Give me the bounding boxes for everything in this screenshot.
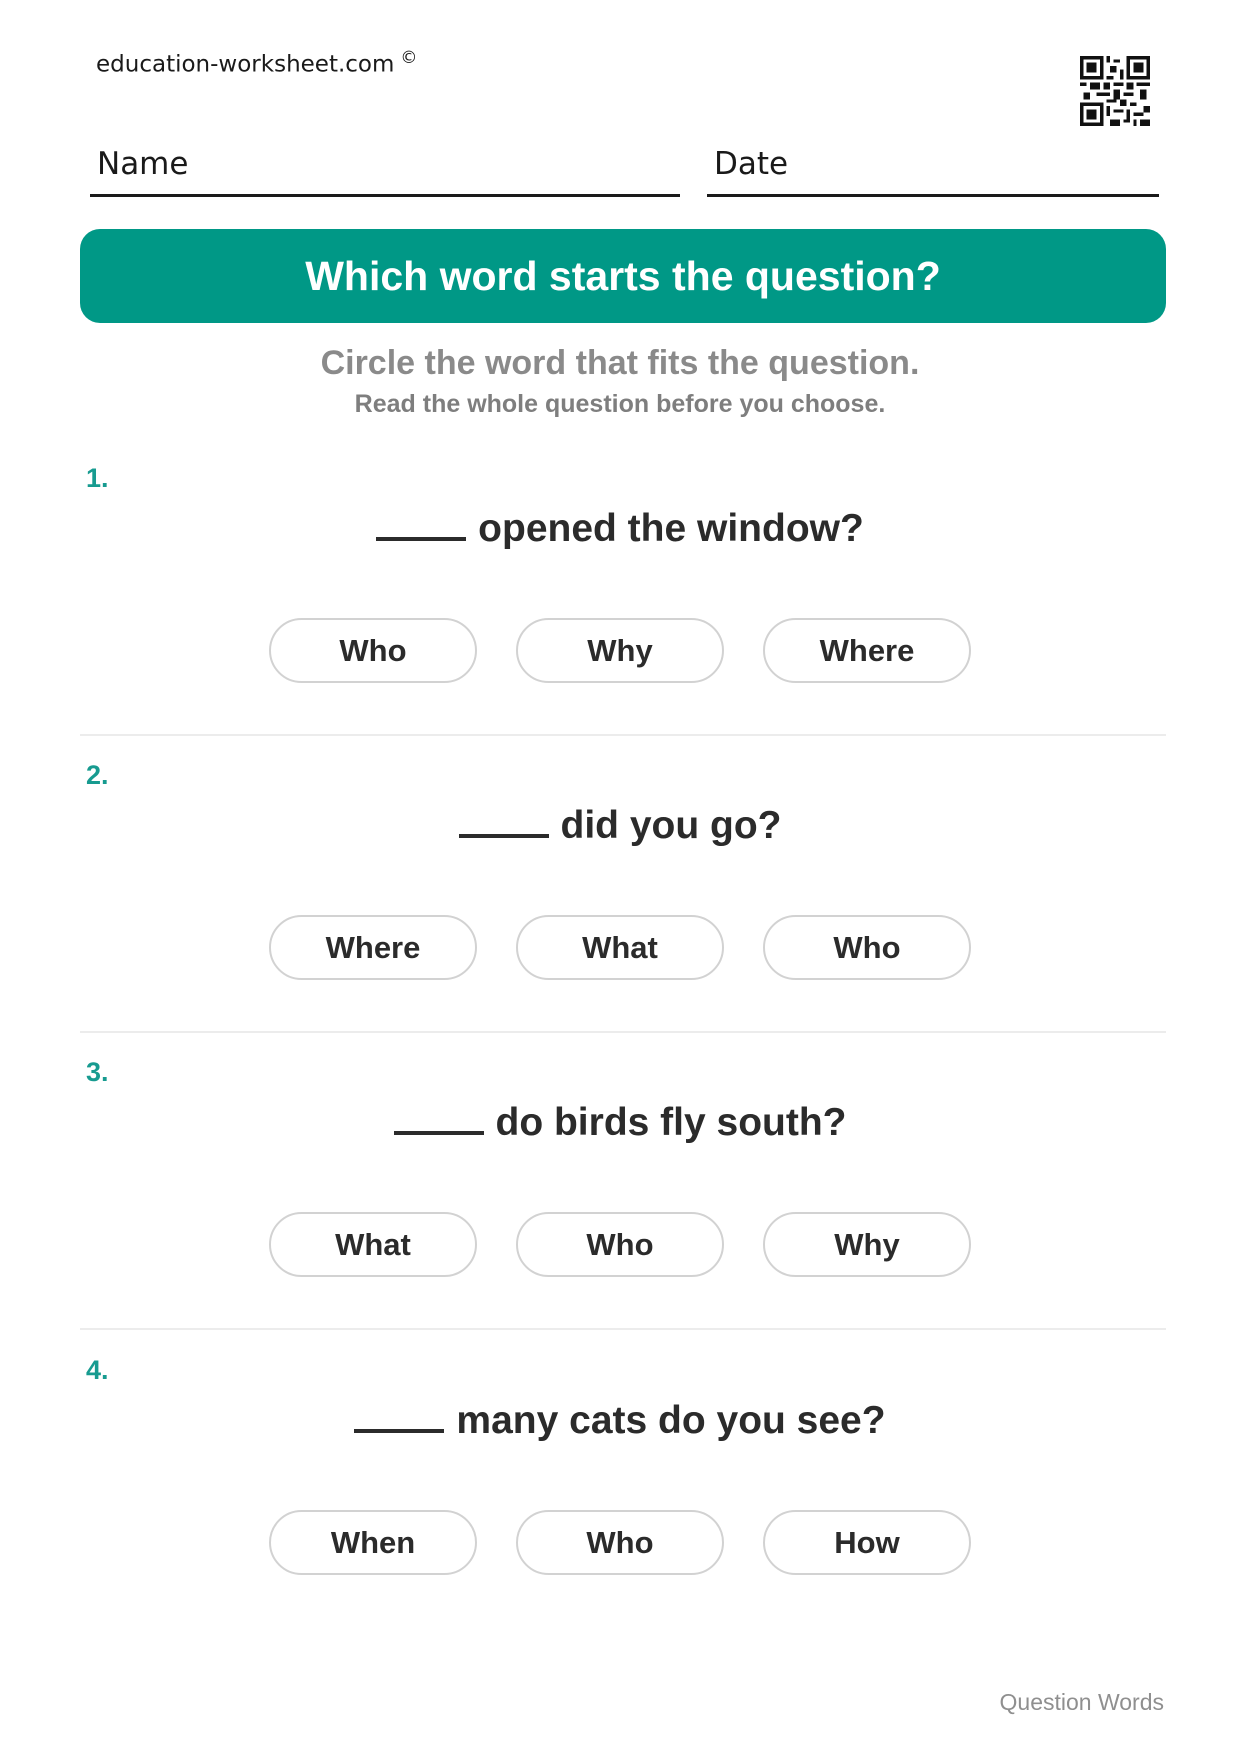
- choice-button[interactable]: Who: [269, 618, 477, 683]
- question-text: [0, 1097, 1240, 1145]
- question-number: 4.: [86, 1355, 109, 1385]
- question-item: [0, 760, 1240, 1060]
- question-divider: [80, 1031, 1166, 1033]
- answer-blank: [459, 800, 549, 838]
- choice-button[interactable]: What: [269, 1212, 477, 1277]
- question-item: [0, 1355, 1240, 1655]
- date-field[interactable]: [707, 138, 1159, 197]
- question-sentence: did you go?: [560, 804, 782, 847]
- question-number: 1.: [86, 463, 109, 493]
- choice-button[interactable]: Why: [516, 618, 724, 683]
- answer-blank: [376, 503, 466, 541]
- qr-code-icon: [1080, 56, 1150, 126]
- name-field[interactable]: [90, 138, 680, 197]
- question-item: [0, 1057, 1240, 1357]
- question-text: [0, 800, 1240, 848]
- answer-blank: [394, 1097, 484, 1135]
- instruction-sub: Read the whole question before you choose.: [354, 390, 886, 418]
- choice-button[interactable]: Where: [763, 618, 971, 683]
- question-item: [0, 463, 1240, 763]
- title-banner: [80, 229, 1166, 323]
- choice-button[interactable]: How: [763, 1510, 971, 1575]
- choice-button[interactable]: When: [269, 1510, 477, 1575]
- copyright-symbol: ©: [400, 48, 418, 68]
- choice-button[interactable]: Who: [516, 1212, 724, 1277]
- choice-button[interactable]: Why: [763, 1212, 971, 1277]
- question-number: 3.: [86, 1057, 109, 1087]
- choice-button[interactable]: Who: [763, 915, 971, 980]
- name-label: Name: [97, 146, 189, 182]
- choice-button[interactable]: Who: [516, 1510, 724, 1575]
- choice-button[interactable]: Where: [269, 915, 477, 980]
- choice-button[interactable]: What: [516, 915, 724, 980]
- question-number: 2.: [86, 760, 109, 790]
- answer-choices: [0, 915, 1240, 980]
- question-text: [0, 503, 1240, 551]
- date-label: Date: [714, 146, 789, 182]
- question-sentence: opened the window?: [478, 507, 864, 550]
- question-sentence: do birds fly south?: [495, 1101, 847, 1144]
- answer-choices: [0, 618, 1240, 683]
- question-divider: [80, 1328, 1166, 1330]
- site-name: [96, 48, 417, 78]
- question-divider: [80, 734, 1166, 736]
- question-text: [0, 1395, 1240, 1443]
- footer-label: Question Words: [999, 1689, 1164, 1715]
- answer-choices: [0, 1212, 1240, 1277]
- worksheet-title: Which word starts the question?: [305, 252, 941, 299]
- question-sentence: many cats do you see?: [456, 1399, 886, 1442]
- instruction-main: Circle the word that fits the question.: [320, 344, 920, 382]
- site-url: education-worksheet.com: [96, 51, 395, 78]
- answer-blank: [354, 1395, 444, 1433]
- answer-choices: [0, 1510, 1240, 1575]
